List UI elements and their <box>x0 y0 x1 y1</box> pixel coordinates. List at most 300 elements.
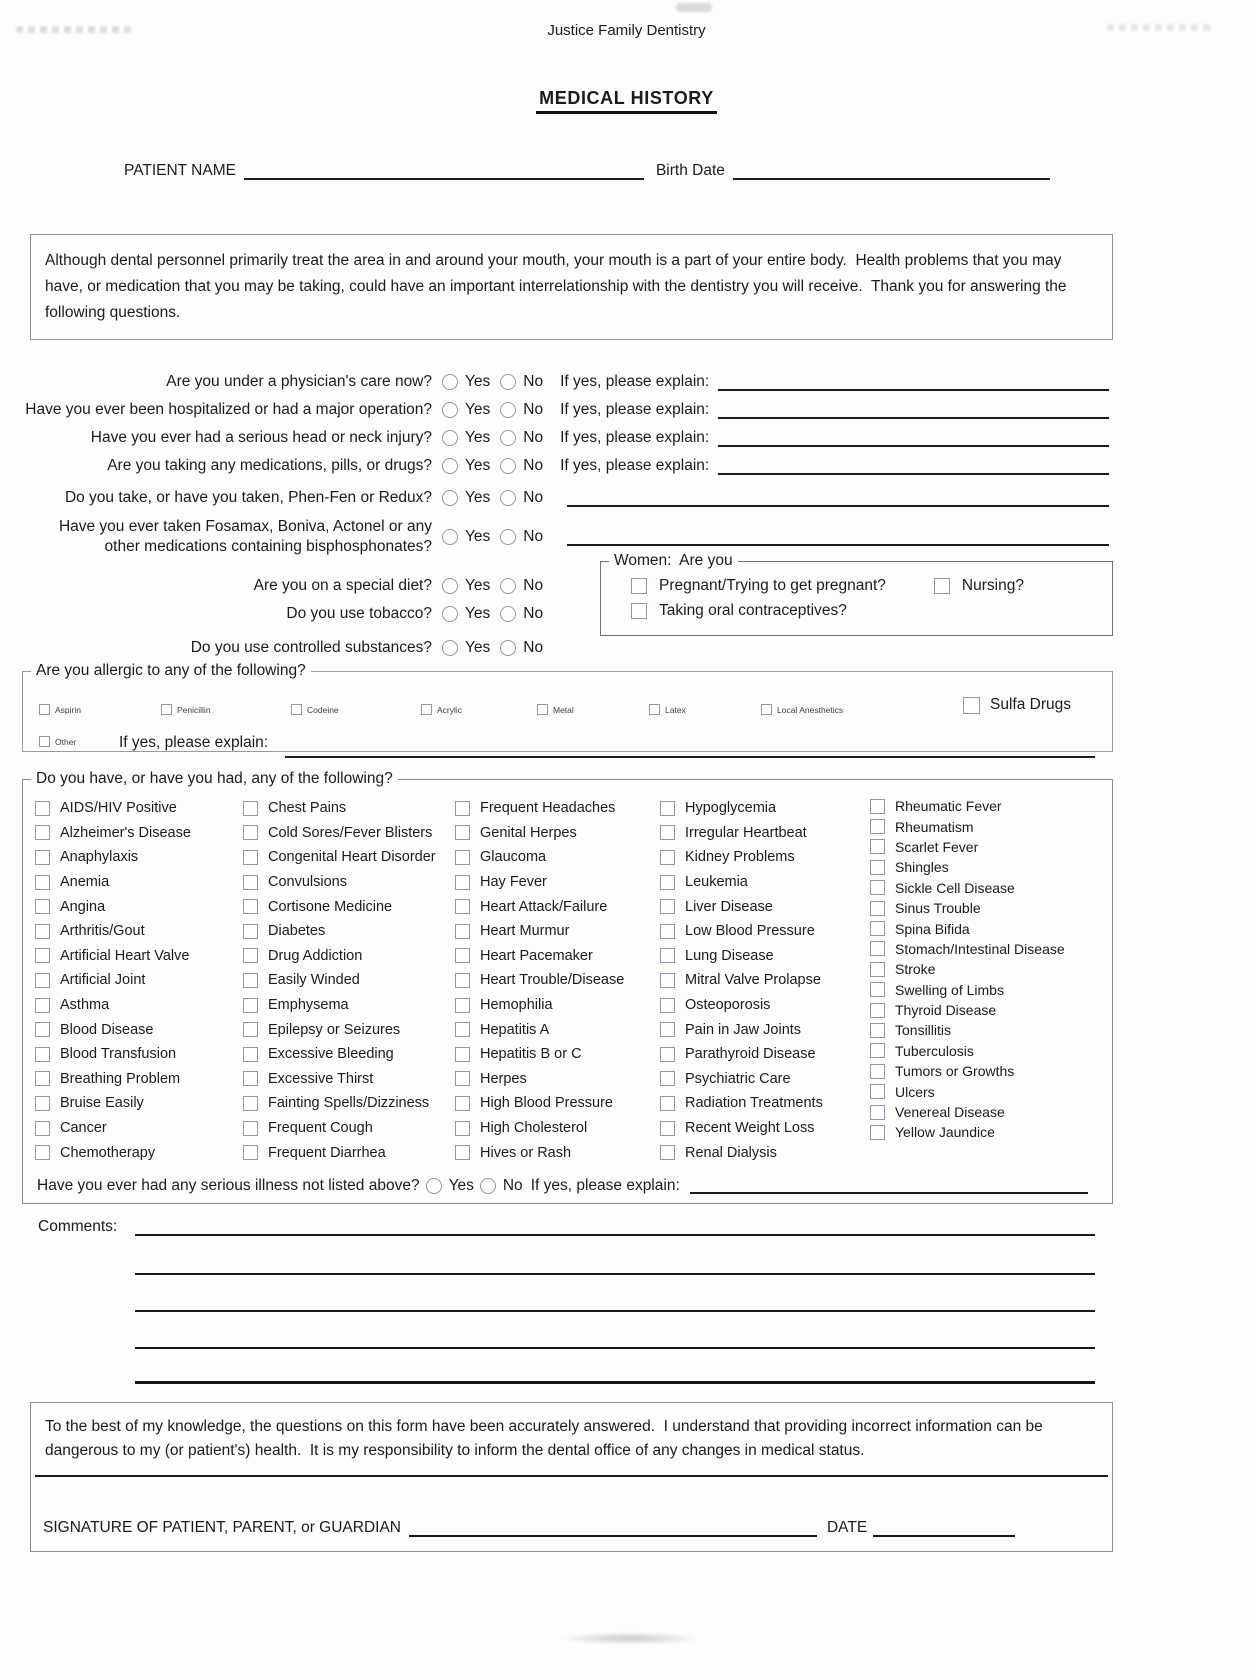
condition-item <box>243 1017 455 1042</box>
scan-artifact <box>676 3 712 12</box>
title-wrap <box>0 88 1253 114</box>
condition-item <box>455 968 660 993</box>
no-label: No <box>523 373 544 390</box>
condition-checkbox[interactable] <box>455 973 470 988</box>
patient-name-line[interactable] <box>244 160 644 180</box>
condition-checkbox[interactable] <box>35 825 50 840</box>
no-radio[interactable] <box>500 374 516 390</box>
condition-checkbox[interactable] <box>243 801 258 816</box>
condition-checkbox[interactable] <box>243 1145 258 1160</box>
answer-line[interactable] <box>718 430 1109 447</box>
condition-checkbox[interactable] <box>35 1022 50 1037</box>
condition-checkbox[interactable] <box>870 839 885 854</box>
condition-checkbox[interactable] <box>35 1121 50 1136</box>
condition-item <box>870 1122 1112 1142</box>
condition-checkbox[interactable] <box>455 1145 470 1160</box>
answer-line[interactable] <box>567 529 1109 546</box>
condition-item <box>243 993 455 1018</box>
oral-contraceptives-checkbox[interactable] <box>631 603 647 619</box>
question-text: Have you ever had a serious head or neck injury? <box>90 429 432 446</box>
condition-checkbox[interactable] <box>660 1047 675 1062</box>
allergy-label: Codeine <box>307 704 339 715</box>
explain-label: If yes, please explain: <box>560 373 710 390</box>
condition-checkbox[interactable] <box>455 801 470 816</box>
condition-checkbox[interactable] <box>870 1003 885 1018</box>
condition-checkbox[interactable] <box>35 801 50 816</box>
answer-line[interactable] <box>718 458 1109 475</box>
condition-label: Excessive Bleeding <box>268 1046 394 1063</box>
answer-line[interactable] <box>718 374 1109 391</box>
condition-label: Blood Transfusion <box>60 1046 177 1063</box>
condition-label: Fainting Spells/Dizziness <box>268 1095 430 1112</box>
condition-item <box>660 1140 870 1165</box>
condition-item <box>455 919 660 944</box>
condition-checkbox[interactable] <box>870 921 885 936</box>
condition-checkbox[interactable] <box>243 973 258 988</box>
condition-item <box>660 821 870 846</box>
condition-label: Cortisone Medicine <box>268 898 393 915</box>
serious-illness-question: Have you ever had any serious illness not listed above? <box>37 1176 420 1194</box>
condition-checkbox[interactable] <box>243 924 258 939</box>
condition-item <box>35 993 243 1018</box>
condition-checkbox[interactable] <box>870 860 885 875</box>
condition-item <box>870 898 1112 918</box>
condition-item <box>243 1067 455 1092</box>
condition-item <box>660 993 870 1018</box>
condition-checkbox[interactable] <box>660 1096 675 1111</box>
women-legend: Women: Are you <box>614 552 733 569</box>
no-radio[interactable] <box>500 430 516 446</box>
no-label: No <box>523 577 544 594</box>
comment-line[interactable] <box>135 1310 1095 1312</box>
condition-checkbox[interactable] <box>455 998 470 1013</box>
conditions-section <box>22 770 1113 1204</box>
condition-checkbox[interactable] <box>870 1125 885 1140</box>
yes-label: Yes <box>465 577 491 594</box>
condition-checkbox[interactable] <box>35 973 50 988</box>
condition-label: Hypoglycemia <box>685 800 777 817</box>
comment-line[interactable] <box>135 1347 1095 1349</box>
condition-item <box>660 1067 870 1092</box>
condition-checkbox[interactable] <box>870 880 885 895</box>
condition-item <box>870 857 1112 877</box>
condition-item <box>243 870 455 895</box>
condition-checkbox[interactable] <box>870 1084 885 1099</box>
date-line[interactable] <box>873 1519 1015 1537</box>
other-allergy-checkbox[interactable] <box>39 736 50 747</box>
condition-checkbox[interactable] <box>870 962 885 977</box>
comment-line[interactable] <box>135 1273 1095 1275</box>
women-item <box>631 602 847 620</box>
comment-line[interactable] <box>135 1234 1095 1236</box>
condition-item <box>35 821 243 846</box>
condition-item <box>870 1000 1112 1020</box>
allergy-checkbox[interactable] <box>421 704 432 715</box>
condition-label: Leukemia <box>685 874 748 891</box>
condition-item <box>660 894 870 919</box>
signature-label: SIGNATURE OF PATIENT, PARENT, or GUARDIAN <box>43 1519 401 1536</box>
yes-radio[interactable] <box>442 374 458 390</box>
condition-label: Artificial Heart Valve <box>60 947 190 964</box>
condition-checkbox[interactable] <box>455 825 470 840</box>
condition-label: AIDS/HIV Positive <box>60 800 177 817</box>
condition-checkbox[interactable] <box>455 948 470 963</box>
condition-item <box>870 796 1112 816</box>
conditions-column <box>35 796 243 1165</box>
conditions-grid <box>23 788 1112 1165</box>
explain-label: If yes, please explain: <box>560 457 710 474</box>
condition-label: Angina <box>60 898 106 915</box>
condition-checkbox[interactable] <box>243 1071 258 1086</box>
condition-label: Frequent Cough <box>268 1120 373 1137</box>
serious-illness-row <box>37 1173 1088 1199</box>
condition-item <box>455 1017 660 1042</box>
condition-checkbox[interactable] <box>243 1047 258 1062</box>
condition-checkbox[interactable] <box>870 982 885 997</box>
condition-label: Herpes <box>480 1070 527 1087</box>
condition-label: Rheumatic Fever <box>895 798 1002 815</box>
condition-label: Cancer <box>60 1120 107 1137</box>
condition-item <box>455 796 660 821</box>
condition-item <box>455 845 660 870</box>
condition-label: Artificial Joint <box>60 972 146 989</box>
page-title: MEDICAL HISTORY <box>536 88 717 114</box>
condition-label: Venereal Disease <box>895 1104 1005 1121</box>
condition-checkbox[interactable] <box>35 924 50 939</box>
condition-label: Swelling of Limbs <box>895 981 1004 998</box>
yes-radio[interactable] <box>426 1178 442 1194</box>
condition-label: High Cholesterol <box>480 1120 588 1137</box>
allergy-label: Local Anesthetics <box>777 704 844 715</box>
allergy-item <box>161 704 211 715</box>
condition-checkbox[interactable] <box>35 850 50 865</box>
allergy-item <box>39 736 76 747</box>
condition-item <box>243 1091 455 1116</box>
condition-checkbox[interactable] <box>870 1023 885 1038</box>
condition-checkbox[interactable] <box>243 998 258 1013</box>
no-radio[interactable] <box>500 402 516 418</box>
patient-name-label: PATIENT NAME <box>124 162 236 179</box>
answer-line[interactable] <box>718 402 1109 419</box>
comments-label: Comments: <box>38 1218 118 1235</box>
condition-checkbox[interactable] <box>455 1071 470 1086</box>
condition-label: Breathing Problem <box>60 1070 181 1087</box>
condition-checkbox[interactable] <box>870 819 885 834</box>
answer-line[interactable] <box>285 756 1095 758</box>
condition-item <box>660 1116 870 1141</box>
sulfa-drugs-label: Sulfa Drugs <box>990 696 1071 713</box>
condition-checkbox[interactable] <box>870 901 885 916</box>
condition-item <box>35 1067 243 1092</box>
condition-checkbox[interactable] <box>243 899 258 914</box>
condition-item <box>35 968 243 993</box>
allergy-item <box>291 704 339 715</box>
allergy-checkbox[interactable] <box>39 704 50 715</box>
condition-label: Asthma <box>60 997 110 1014</box>
answer-line[interactable] <box>567 490 1109 507</box>
question-row <box>20 452 1113 480</box>
condition-item <box>870 1081 1112 1101</box>
oral-contraceptives-label: Taking oral contraceptives? <box>659 602 847 619</box>
no-radio[interactable] <box>500 640 516 656</box>
condition-label: Recent Weight Loss <box>685 1120 815 1137</box>
scan-artifact <box>560 1632 700 1645</box>
condition-item <box>455 944 660 969</box>
condition-item <box>243 944 455 969</box>
question-row <box>20 396 1113 424</box>
pregnant-checkbox[interactable] <box>631 578 647 594</box>
birth-date-line[interactable] <box>733 160 1050 180</box>
condition-item <box>35 1017 243 1042</box>
pregnant-label: Pregnant/Trying to get pregnant? <box>659 577 886 594</box>
yes-radio[interactable] <box>442 402 458 418</box>
condition-label: High Blood Pressure <box>480 1095 613 1112</box>
condition-checkbox[interactable] <box>243 948 258 963</box>
question-row <box>20 634 1113 662</box>
condition-item <box>870 980 1112 1000</box>
condition-checkbox[interactable] <box>660 973 675 988</box>
condition-label: Spina Bifida <box>895 920 970 937</box>
condition-item <box>455 821 660 846</box>
condition-item <box>35 796 243 821</box>
allergy-label: Acrylic <box>437 704 463 715</box>
allergy-checkbox[interactable] <box>649 704 660 715</box>
condition-item <box>870 939 1112 959</box>
condition-label: Mitral Valve Prolapse <box>685 972 821 989</box>
condition-item <box>870 918 1112 938</box>
condition-label: Hives or Rash <box>480 1144 572 1161</box>
no-radio[interactable] <box>500 490 516 506</box>
condition-label: Shingles <box>895 859 949 876</box>
condition-label: Anemia <box>60 874 110 891</box>
condition-label: Tonsillitis <box>895 1022 952 1039</box>
allergy-checkbox[interactable] <box>761 704 772 715</box>
condition-item <box>660 1017 870 1042</box>
condition-checkbox[interactable] <box>455 875 470 890</box>
condition-label: Heart Pacemaker <box>480 947 593 964</box>
condition-item <box>243 845 455 870</box>
yes-label: Yes <box>448 1176 474 1194</box>
no-label: No <box>523 639 544 656</box>
condition-item <box>870 1102 1112 1122</box>
condition-checkbox[interactable] <box>660 998 675 1013</box>
explain-label: If yes, please explain: <box>560 429 710 446</box>
condition-label: Arthritis/Gout <box>60 923 145 940</box>
condition-item <box>243 919 455 944</box>
yes-radio[interactable] <box>442 458 458 474</box>
yes-radio[interactable] <box>442 490 458 506</box>
condition-checkbox[interactable] <box>660 825 675 840</box>
conditions-column <box>455 796 660 1165</box>
yes-radio[interactable] <box>442 606 458 622</box>
condition-checkbox[interactable] <box>660 850 675 865</box>
question-text: Are you on a special diet? <box>253 577 432 594</box>
condition-label: Ulcers <box>895 1083 935 1100</box>
allergy-label: Penicillin <box>177 704 211 715</box>
allergy-label: Aspirin <box>55 704 81 715</box>
signature-line[interactable] <box>409 1519 817 1537</box>
allergy-label: Latex <box>665 704 686 715</box>
condition-label: Pain in Jaw Joints <box>685 1021 802 1038</box>
condition-checkbox[interactable] <box>455 899 470 914</box>
condition-checkbox[interactable] <box>243 1121 258 1136</box>
condition-checkbox[interactable] <box>455 850 470 865</box>
no-label: No <box>523 457 544 474</box>
yes-radio[interactable] <box>442 529 458 545</box>
yes-label: Yes <box>465 373 491 390</box>
condition-item <box>35 1042 243 1067</box>
condition-checkbox[interactable] <box>870 1043 885 1058</box>
condition-checkbox[interactable] <box>660 1071 675 1086</box>
nursing-checkbox[interactable] <box>934 578 950 594</box>
condition-item <box>455 1067 660 1092</box>
condition-item <box>455 993 660 1018</box>
condition-checkbox[interactable] <box>243 875 258 890</box>
condition-item <box>870 837 1112 857</box>
question-text: Do you use controlled substances? <box>190 639 432 656</box>
allergy-checkbox[interactable] <box>161 704 172 715</box>
condition-item <box>243 1042 455 1067</box>
allergy-checkbox[interactable] <box>537 704 548 715</box>
condition-label: Genital Herpes <box>480 824 577 841</box>
condition-checkbox[interactable] <box>35 1145 50 1160</box>
condition-item <box>35 845 243 870</box>
condition-checkbox[interactable] <box>243 850 258 865</box>
condition-item <box>35 894 243 919</box>
question-text: Have you ever taken Fosamax, Boniva, Actonel or any other medications containing bisphosphonates? <box>58 518 432 555</box>
conditions-legend: Do you have, or have you had, any of the following? <box>36 770 393 787</box>
condition-item <box>35 1116 243 1141</box>
condition-checkbox[interactable] <box>455 1022 470 1037</box>
birth-date-label: Birth Date <box>655 162 725 179</box>
condition-checkbox[interactable] <box>870 1105 885 1120</box>
condition-item <box>35 1140 243 1165</box>
condition-checkbox[interactable] <box>455 1121 470 1136</box>
condition-label: Heart Trouble/Disease <box>480 972 625 989</box>
condition-checkbox[interactable] <box>870 941 885 956</box>
condition-label: Stroke <box>895 961 936 978</box>
condition-checkbox[interactable] <box>35 998 50 1013</box>
condition-label: Hepatitis A <box>480 1021 550 1038</box>
condition-item <box>455 870 660 895</box>
date-label: DATE <box>826 1519 868 1536</box>
conditions-column <box>660 796 870 1165</box>
declaration-text: To the best of my knowledge, the questions on this form have been accurately answered. I understand that providing incorrect information can be dangerous to my (or patient's) health. It is my responsibility to inform the dental office of any changes in medical status. <box>45 1418 1048 1459</box>
condition-checkbox[interactable] <box>660 924 675 939</box>
condition-checkbox[interactable] <box>660 1145 675 1160</box>
condition-checkbox[interactable] <box>35 1096 50 1111</box>
condition-checkbox[interactable] <box>455 924 470 939</box>
condition-checkbox[interactable] <box>35 875 50 890</box>
condition-label: Osteoporosis <box>685 997 771 1014</box>
condition-checkbox[interactable] <box>660 1121 675 1136</box>
question-text: Are you taking any medications, pills, or drugs? <box>107 457 432 474</box>
condition-checkbox[interactable] <box>660 899 675 914</box>
condition-item <box>660 1091 870 1116</box>
condition-label: Hay Fever <box>480 874 547 891</box>
condition-checkbox[interactable] <box>243 1096 258 1111</box>
yes-radio[interactable] <box>442 430 458 446</box>
condition-label: Cold Sores/Fever Blisters <box>268 824 433 841</box>
yes-label: Yes <box>465 528 491 545</box>
yes-radio[interactable] <box>442 640 458 656</box>
condition-checkbox[interactable] <box>243 825 258 840</box>
condition-label: Scarlet Fever <box>895 838 979 855</box>
condition-checkbox[interactable] <box>35 948 50 963</box>
no-radio[interactable] <box>500 529 516 545</box>
allergy-item <box>963 696 1071 714</box>
no-radio[interactable] <box>480 1178 496 1194</box>
condition-checkbox[interactable] <box>35 1047 50 1062</box>
condition-checkbox[interactable] <box>35 899 50 914</box>
condition-item <box>660 845 870 870</box>
condition-label: Congenital Heart Disorder <box>268 849 436 866</box>
condition-checkbox[interactable] <box>660 875 675 890</box>
condition-checkbox[interactable] <box>870 1064 885 1079</box>
condition-label: Chemotherapy <box>60 1144 156 1161</box>
condition-checkbox[interactable] <box>660 948 675 963</box>
condition-checkbox[interactable] <box>660 1022 675 1037</box>
condition-label: Rheumatism <box>895 818 974 835</box>
condition-label: Thyroid Disease <box>895 1002 997 1019</box>
answer-line[interactable] <box>690 1177 1088 1194</box>
condition-item <box>243 968 455 993</box>
condition-label: Easily Winded <box>268 972 360 989</box>
explain-label: If yes, please explain: <box>530 1176 680 1194</box>
condition-label: Sickle Cell Disease <box>895 879 1015 896</box>
condition-label: Liver Disease <box>685 898 773 915</box>
comment-line[interactable] <box>135 1381 1095 1384</box>
condition-item <box>870 1061 1112 1081</box>
sulfa-drugs-checkbox[interactable] <box>963 697 980 714</box>
yes-label: Yes <box>465 457 491 474</box>
no-radio[interactable] <box>500 458 516 474</box>
condition-label: Hepatitis B or C <box>480 1046 582 1063</box>
allergy-item <box>761 704 843 715</box>
condition-item <box>660 968 870 993</box>
question-text: Are you under a physician's care now? <box>166 373 432 390</box>
no-radio[interactable] <box>500 578 516 594</box>
condition-item <box>870 959 1112 979</box>
yes-radio[interactable] <box>442 578 458 594</box>
no-radio[interactable] <box>500 606 516 622</box>
condition-label: Convulsions <box>268 874 347 891</box>
condition-item <box>35 944 243 969</box>
allergy-checkbox[interactable] <box>291 704 302 715</box>
condition-label: Sinus Trouble <box>895 900 981 917</box>
allergy-item <box>537 704 574 715</box>
condition-checkbox[interactable] <box>660 801 675 816</box>
condition-checkbox[interactable] <box>870 799 885 814</box>
condition-label: Frequent Headaches <box>480 800 616 817</box>
condition-label: Kidney Problems <box>685 849 795 866</box>
no-label: No <box>523 528 544 545</box>
condition-checkbox[interactable] <box>455 1047 470 1062</box>
condition-checkbox[interactable] <box>35 1071 50 1086</box>
condition-item <box>660 796 870 821</box>
condition-item <box>35 870 243 895</box>
question-text: Have you ever been hospitalized or had a major operation? <box>25 401 432 418</box>
condition-checkbox[interactable] <box>243 1022 258 1037</box>
condition-item <box>455 1140 660 1165</box>
condition-item <box>35 919 243 944</box>
condition-label: Blood Disease <box>60 1021 154 1038</box>
condition-checkbox[interactable] <box>455 1096 470 1111</box>
condition-item <box>243 1116 455 1141</box>
condition-item <box>243 894 455 919</box>
condition-item <box>870 878 1112 898</box>
condition-label: Diabetes <box>268 923 326 940</box>
